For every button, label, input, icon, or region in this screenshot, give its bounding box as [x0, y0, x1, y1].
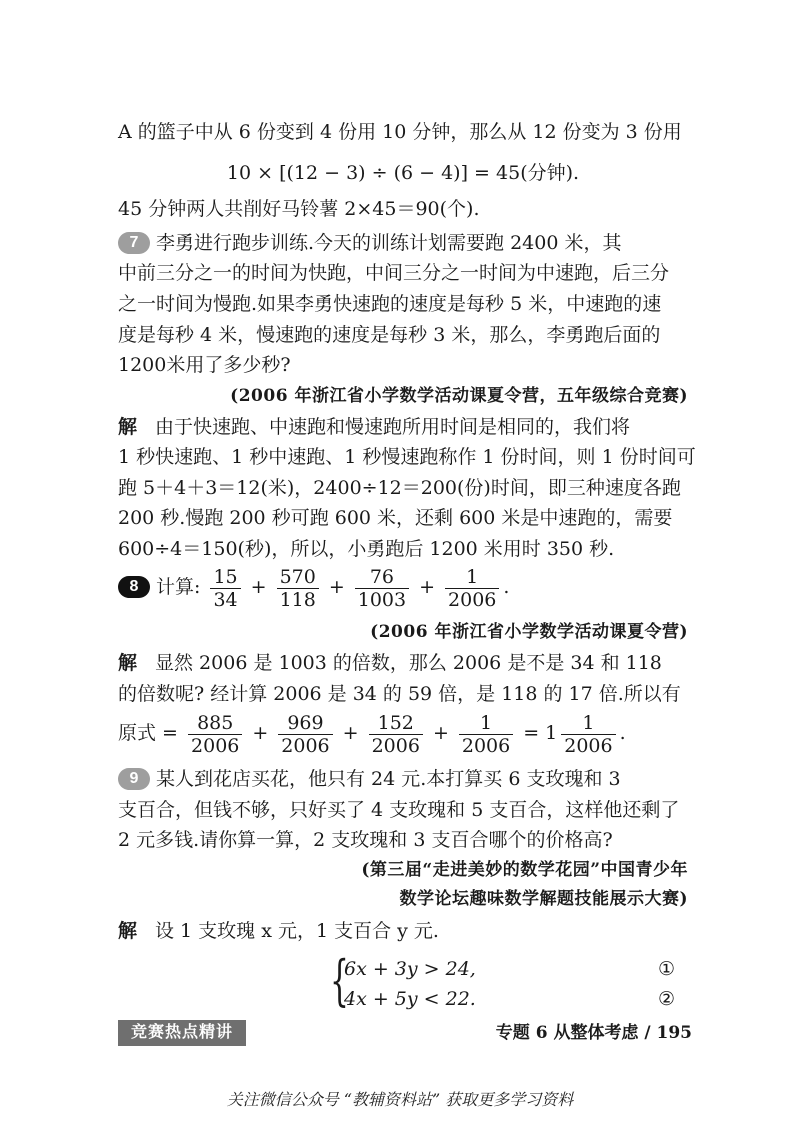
solution-line [118, 916, 688, 946]
result-prefix: 原式 = [118, 722, 178, 744]
fraction: $\frac{1}{2006}$ [445, 566, 499, 611]
equation-line: 10 × [(12 − 3) ÷ (6 − 4)] = 45(分钟). [226, 162, 580, 184]
problem-text: 中前三分之一的时间为快跑，中间三分之一时间为中速跑，后三分 [118, 262, 670, 284]
solution-text: 跑 5＋4＋3＝12(米)，2400÷12＝200(份)时间，即三种速度各跑 [118, 477, 681, 499]
equation-system [330, 949, 700, 1016]
problem-text: 支百合，但钱不够，只好买了 4 支玫瑰和 5 支百合，这样他还剩了 [118, 799, 680, 821]
problem-text: 2 元多钱.请你算一算，2 支玫瑰和 3 支百合哪个的价格高? [118, 829, 613, 851]
problem-source: (2006 年浙江省小学数学活动课夏令营，五年级综合竞赛) [230, 386, 688, 406]
solution-label: 解 [118, 920, 138, 942]
problem-number-badge: 7 [118, 232, 150, 254]
text-line: 45 分钟两人共削好马铃薯 2×45＝90(个). [118, 198, 480, 220]
problem-number-badge: 8 [118, 576, 150, 598]
fraction: $\frac{76}{1003}$ [355, 566, 409, 611]
fraction: $\frac{570}{118}$ [277, 566, 319, 611]
solution-text: 600÷4＝150(秒)，所以，小勇跑后 1200 米用时 350 秒. [118, 538, 615, 560]
solution-text: 设 1 支玫瑰 x 元，1 支百合 y 元. [155, 920, 439, 942]
problem-text: 李勇进行跑步训练.今天的训练计划需要跑 2400 米，其 [156, 232, 622, 254]
problem-7-line [118, 228, 688, 258]
problem-text: 某人到花店买花，他只有 24 元.本打算买 6 支玫瑰和 3 [156, 768, 621, 790]
problem-number-badge: 9 [118, 768, 150, 790]
fraction: $\frac{885}{2006}$ [188, 712, 242, 757]
solution-label: 解 [118, 416, 138, 438]
problem-text: 之一时间为慢跑.如果李勇快速跑的速度是每秒 5 米，中速跑的速 [118, 293, 662, 315]
section-label: 竞赛热点精讲 [118, 1020, 246, 1046]
page-footer-topic: 专题 6 从整体考虑 / 195 [495, 1023, 692, 1043]
solution-text: 200 秒.慢跑 200 秒可跑 600 米，还剩 600 米是中速跑的，需要 [118, 507, 673, 529]
inequality-1: 6x + 3y > 24, [344, 958, 476, 980]
equation-number-1: ① [658, 958, 676, 980]
text-line: A 的篮子中从 6 份变到 4 份用 10 分钟，那么从 12 份变为 3 份用 [118, 121, 682, 143]
solution-line [118, 412, 688, 442]
inequality-2: 4x + 5y < 22. [344, 988, 476, 1010]
equation-number-2: ② [658, 988, 676, 1010]
problem-source: (第三届“走进美妙的数学花园”中国青少年 [361, 860, 688, 880]
problem-source: (2006 年浙江省小学数学活动课夏令营) [370, 622, 688, 642]
solution-text: 的倍数呢? 经计算 2006 是 34 的 59 倍，是 118 的 17 倍.所以有 [118, 683, 681, 705]
solution-line [118, 648, 688, 678]
problem-text: 1200米用了多少秒? [118, 354, 291, 376]
solution-text: 由于快速跑、中速跑和慢速跑所用时间是相同的，我们将 [155, 416, 631, 438]
fraction: $\frac{152}{2006}$ [369, 712, 423, 757]
problem-prefix: 计算: [156, 576, 201, 598]
result-equation: 原式 = $\frac{885}{2006}$ + $\frac{969}{2006}$ + $\frac{152}{2006}$ + $\frac{1}{2006}$ = 1 $\frac{1}{2006}$ . [118, 711, 626, 757]
problem-source: 数学论坛趣味数学解题技能展示大赛) [399, 889, 688, 909]
brace-symbol: { [330, 949, 349, 1012]
fraction: $\frac{1}{2006}$ [561, 712, 615, 757]
problem-8-line: 8 计算: $\frac{15}{34}$ + $\frac{570}{118}$ + $\frac{76}{1003}$ + $\frac{1}{2006}$ . [118, 560, 688, 614]
problem-text: 度是每秒 4 米，慢速跑的速度是每秒 3 米，那么，李勇跑后面的 [118, 324, 661, 346]
solution-text: 显然 2006 是 1003 的倍数，那么 2006 是不是 34 和 118 [155, 652, 662, 674]
watermark-text: 关注微信公众号 “教辅资料站” 获取更多学习资料 [226, 1090, 574, 1109]
solution-text: 1 秒快速跑、1 秒中速跑、1 秒慢速跑称作 1 份时间，则 1 份时间可 [118, 446, 696, 468]
fraction: $\frac{1}{2006}$ [459, 712, 513, 757]
solution-label: 解 [118, 652, 138, 674]
problem-9-line [118, 764, 688, 794]
fraction: $\frac{15}{34}$ [210, 566, 240, 611]
fraction: $\frac{969}{2006}$ [278, 712, 332, 757]
